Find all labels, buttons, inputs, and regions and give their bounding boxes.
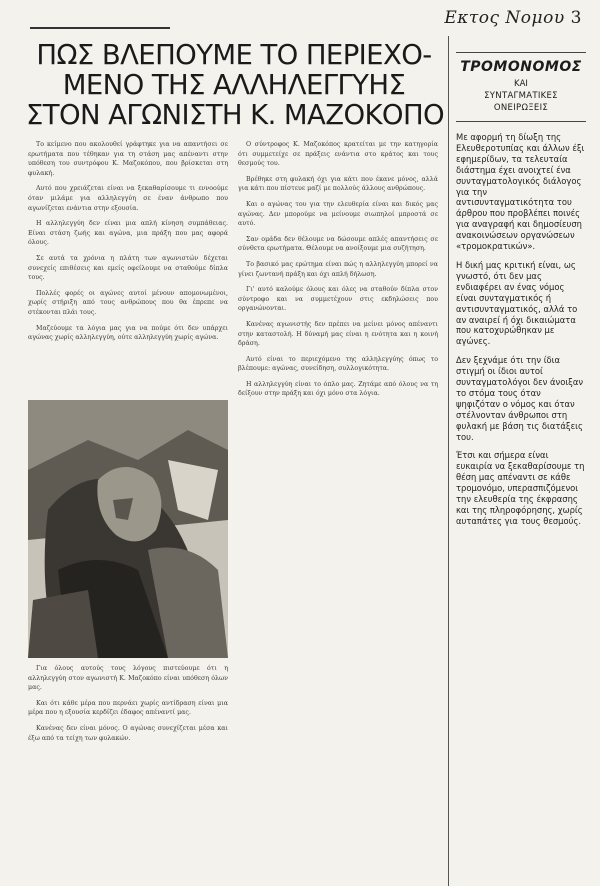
paragraph: Το κείμενο που ακολουθεί γράφτηκε για να απαντήσει σε ερωτήματα που τέθηκαν για τη στάση μας απέναντι στην υπόθεση του συντρόφου Κ. Μαζοκόπου, που βρίσκεται στη φυλακή.: [28, 141, 228, 177]
paragraph: Σαν ομάδα δεν θέλουμε να δώσουμε απλές απαντήσεις σε σύνθετα ερωτήματα. Θέλουμε να ανοίξουμε μια συζήτηση.: [238, 235, 438, 253]
paragraph: Ο σύντροφος Κ. Μαζοκόπος κρατείται με την κατηγορία ότι συμμετείχε σε πράξεις ενάντια στο κράτος και τους θεσμούς του.: [238, 141, 438, 168]
sidebar-paragraph: Η δική μας κριτική είναι, ως γνωστό, ότι δεν μας ενδιαφέρει αν ένας νόμος είναι συνταγματικός ή αντισυνταγματικός, αλλά το αν αναιρεί ή όχι δικαιώματα που κατοχυρώθηκαν με αγώνες.: [456, 259, 578, 347]
paragraph: Πολλές φορές οι αγώνες αυτοί μένουν απομονωμένοι, χωρίς στήριξη από τους ανθρώπους που θα έπρεπε να στέκονται πλάι τους.: [28, 289, 228, 316]
headline-line-2: ΜΕΝΟ ΤΗΣ ΑΛΛΗΛΕΓΓΥΗΣ: [62, 69, 406, 101]
paragraph: Η αλληλεγγύη δεν είναι μια απλή κίνηση συμπάθειας. Είναι στάση ζωής και αγώνα, μια πράξη που μας αφορά όλους.: [28, 220, 228, 247]
paragraph: Η αλληλεγγύη είναι το όπλο μας. Ζητάμε από όλους να τη δείξουν στην πράξη και όχι μόνο στα λόγια.: [238, 380, 438, 398]
paragraph: Αυτό είναι το περιεχόμενο της αλληλεγγύης όπως το βλέπουμε: αγώνας, συνείδηση, συλλογικότητα.: [238, 355, 438, 373]
sidebar-rule: [456, 121, 586, 122]
paragraph: Το βασικό μας ερώτημα είναι πώς η αλληλεγγύη μπορεί να γίνει ζωντανή πράξη και όχι απλή δήλωση.: [238, 260, 438, 278]
photo-illustration: [28, 400, 228, 658]
sidebar-subtitle-1: ΣΥΝΤΑΓΜΑΤΙΚΕΣ: [484, 91, 558, 101]
header-rule: [30, 27, 170, 29]
page-header: [0, 0, 600, 36]
section-name: Εκτος Νομου: [444, 8, 565, 28]
sidebar-conjunction: ΚΑΙ: [514, 79, 528, 89]
paragraph: Και ότι κάθε μέρα που περνάει χωρίς αντίδραση είναι μια μέρα που η εξουσία κερδίζει έδαφος απέναντί μας.: [28, 699, 228, 717]
article-column-left: [28, 140, 228, 349]
page-number: 3: [570, 8, 582, 28]
column-divider: [448, 36, 449, 886]
paragraph: Γι' αυτό καλούμε όλους και όλες να σταθούν δίπλα στον σύντροφο και να συμμετέχουν στις εκδηλώσεις που οργανώνονται.: [238, 286, 438, 313]
sidebar-subtitle-2: ΟΝΕΙΡΩΞΕΙΣ: [493, 103, 549, 113]
paragraph: Μαζεύουμε τα λόγια μας για να πούμε ότι δεν υπάρχει αγώνας χωρίς αλληλεγγύη, ούτε αλληλεγγύη χωρίς αγώνα.: [28, 324, 228, 342]
paragraph: Για όλους αυτούς τους λόγους πιστεύουμε ότι η αλληλεγγύη στον αγωνιστή Κ. Μαζοκόπο είναι υπόθεση όλων μας.: [28, 665, 228, 692]
paragraph: Κανένας αγωνιστής δεν πρέπει να μείνει μόνος απέναντι στην καταστολή. Η δύναμή μας είναι η ενότητα και η κοινή δράση.: [238, 320, 438, 348]
section-title: [444, 8, 582, 28]
article-column-right: [238, 140, 438, 405]
paragraph: Αυτό που χρειάζεται είναι να ξεκαθαρίσουμε τι εννοούμε όταν μιλάμε για αλληλεγγύη σε έναν άνθρωπο που αγωνίζεται ενάντια στην εξουσία.: [28, 185, 228, 212]
article-continuation: [28, 664, 228, 749]
sidebar-paragraph: Δεν ξεχνάμε ότι την ίδια στιγμή οι ίδιοι αυτοί συνταγματολόγοι δεν άνοιξαν το στόμα τους όταν ψηφιζόταν ο νόμος και όταν στέλνονταν άνθρωποι στη φυλακή με βάση τις διατάξεις του.: [456, 355, 584, 442]
article-photo: [28, 400, 228, 658]
paragraph: Και ο αγώνας του για την ελευθερία είναι και δικός μας αγώνας. Δεν μπορούμε να μείνουμε σιωπηλοί μπροστά σε αυτό.: [238, 200, 438, 228]
sidebar-title: ΤΡΟΜΟΝΟΜΟΣ: [456, 52, 586, 75]
sidebar-paragraph: Με αφορμή τη δίωξη της Ελευθεροτυπίας και άλλων έξι εφημερίδων, τα τελευταία διάστημα έχει ανοιχτεί ένα συνταγματολογικός διάλογος για την αντισυνταγματικότητα του άρθρου που προβλέπει ποινές για αναγραφή και δημοσίευση ανακοινώσεων οργανώσεων «τρομοκρατικών».: [456, 132, 585, 252]
paragraph: Σε αυτά τα χρόνια η πλάτη των αγωνιστών δέχεται συνεχείς επιθέσεις και εμείς οφείλουμε να σταθούμε δίπλα τους.: [28, 254, 228, 282]
paragraph: Βρέθηκε στη φυλακή όχι για κάτι που έκανε μόνος, αλλά για κάτι που πίστευε μαζί με πολλούς άλλους ανθρώπους.: [238, 175, 438, 193]
sidebar-article: [456, 52, 586, 535]
paragraph: Κανένας δεν είναι μόνος. Ο αγώνας συνεχίζεται μέσα και έξω από τα τείχη των φυλακών.: [28, 724, 228, 742]
article-headline: [26, 39, 445, 131]
headline-line-1: ΠΩΣ ΒΛΕΠΟΥΜΕ ΤΟ ΠΕΡΙΕΧΟ-: [36, 39, 432, 71]
sidebar-paragraph: Έτσι και σήμερα είναι ευκαιρία να ξεκαθαρίσουμε τη θέση μας απέναντι σε κάθε τρομονόμο, υπερασπιζόμενοι την ελευθερία της έκφρασης και της πληροφόρησης, χωρίς αυταπάτες για τους θεσμούς.: [456, 450, 585, 526]
headline-line-3: ΣΤΟΝ ΑΓΩΝΙΣΤΗ Κ. ΜΑΖΟΚΟΠΟ: [26, 99, 445, 131]
sidebar-body: [456, 132, 586, 527]
